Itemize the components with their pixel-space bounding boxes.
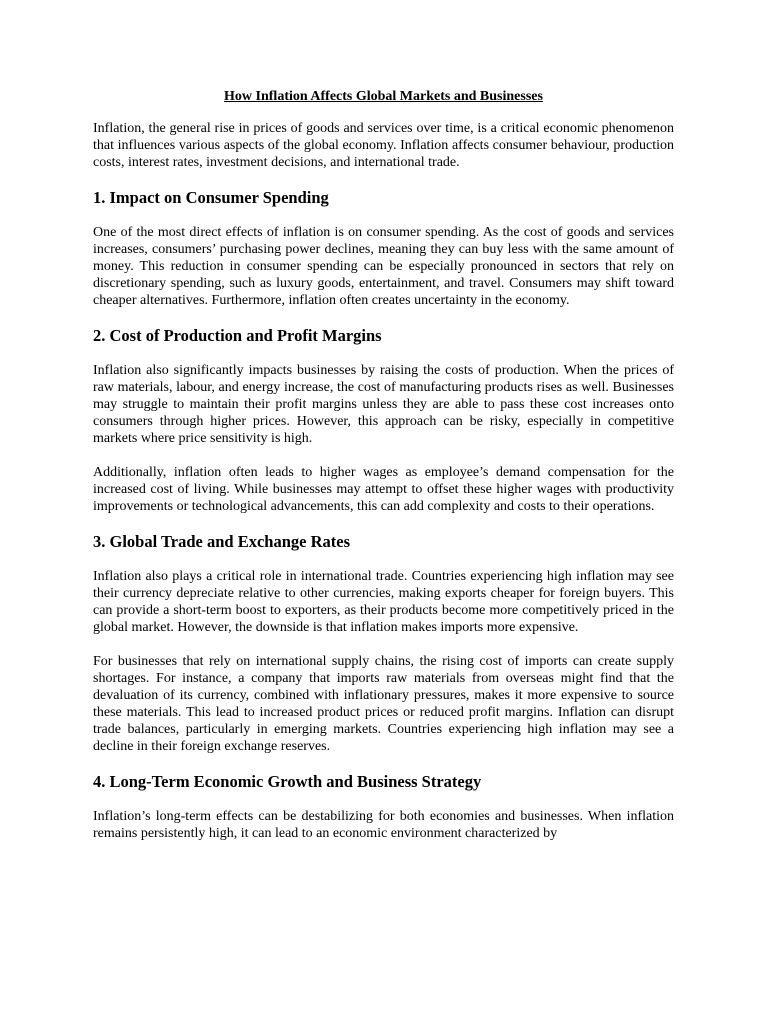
document-title: How Inflation Affects Global Markets and Businesses [224,89,543,104]
section-3-paragraph-2: For businesses that rely on international supply chains, the rising cost of imports can create supply shortages. For instance, a company that imports raw materials from overseas might find that the devaluation of its currency, combined with inflationary pressures, makes it more expensive to source these materials. This lead to increased product prices or reduced profit margins. Inflation can disrupt trade balances, particularly in emerging markets. Countries experiencing high inflation may see a decline in their foreign exchange reserves. [93,654,674,754]
section-2-heading: 2. Cost of Production and Profit Margins [93,326,382,345]
section-2-paragraph-2: Additionally, inflation often leads to higher wages as employee’s demand compensation for the increased cost of living. While businesses may attempt to offset these higher wages with productivity improvements or technological advancements, this can add complexity and costs to their operations. [93,465,674,514]
document-page [93,88,674,859]
section-4-heading: 4. Long-Term Economic Growth and Business Strategy [93,772,482,791]
section-1-heading: 1. Impact on Consumer Spending [93,188,329,207]
section-2-paragraph-1: Inflation also significantly impacts businesses by raising the costs of production. When the prices of raw materials, labour, and energy increase, the cost of manufacturing products rises as well. Businesses may struggle to maintain their profit margins unless they are able to pass these cost increases onto consumers through higher prices. However, this approach can be risky, especially in competitive markets where price sensitivity is high. [93,363,674,446]
section-4-paragraph-1: Inflation’s long-term effects can be destabilizing for both economies and businesses. When inflation remains persistently high, it can lead to an economic environment characterized by [93,809,674,841]
section-3-heading: 3. Global Trade and Exchange Rates [93,532,350,551]
section-3-paragraph-1: Inflation also plays a critical role in international trade. Countries experiencing high inflation may see their currency depreciate relative to other currencies, making exports cheaper for foreign buyers. This can provide a short-term boost to exporters, as their products become more competitively priced in the global market. However, the downside is that inflation makes imports more expensive. [93,569,674,635]
section-1-paragraph-1: One of the most direct effects of inflation is on consumer spending. As the cost of goods and services increases, consumers’ purchasing power declines, meaning they can buy less with the same amount of money. This reduction in consumer spending can be especially pronounced in sectors that rely on discretionary spending, such as luxury goods, entertainment, and travel. Consumers may shift toward cheaper alternatives. Furthermore, inflation often creates uncertainty in the economy. [93,225,674,308]
intro-paragraph: Inflation, the general rise in prices of goods and services over time, is a critical economic phenomenon that influences various aspects of the global economy. Inflation affects consumer behaviour, production costs, interest rates, investment decisions, and international trade. [93,121,674,170]
